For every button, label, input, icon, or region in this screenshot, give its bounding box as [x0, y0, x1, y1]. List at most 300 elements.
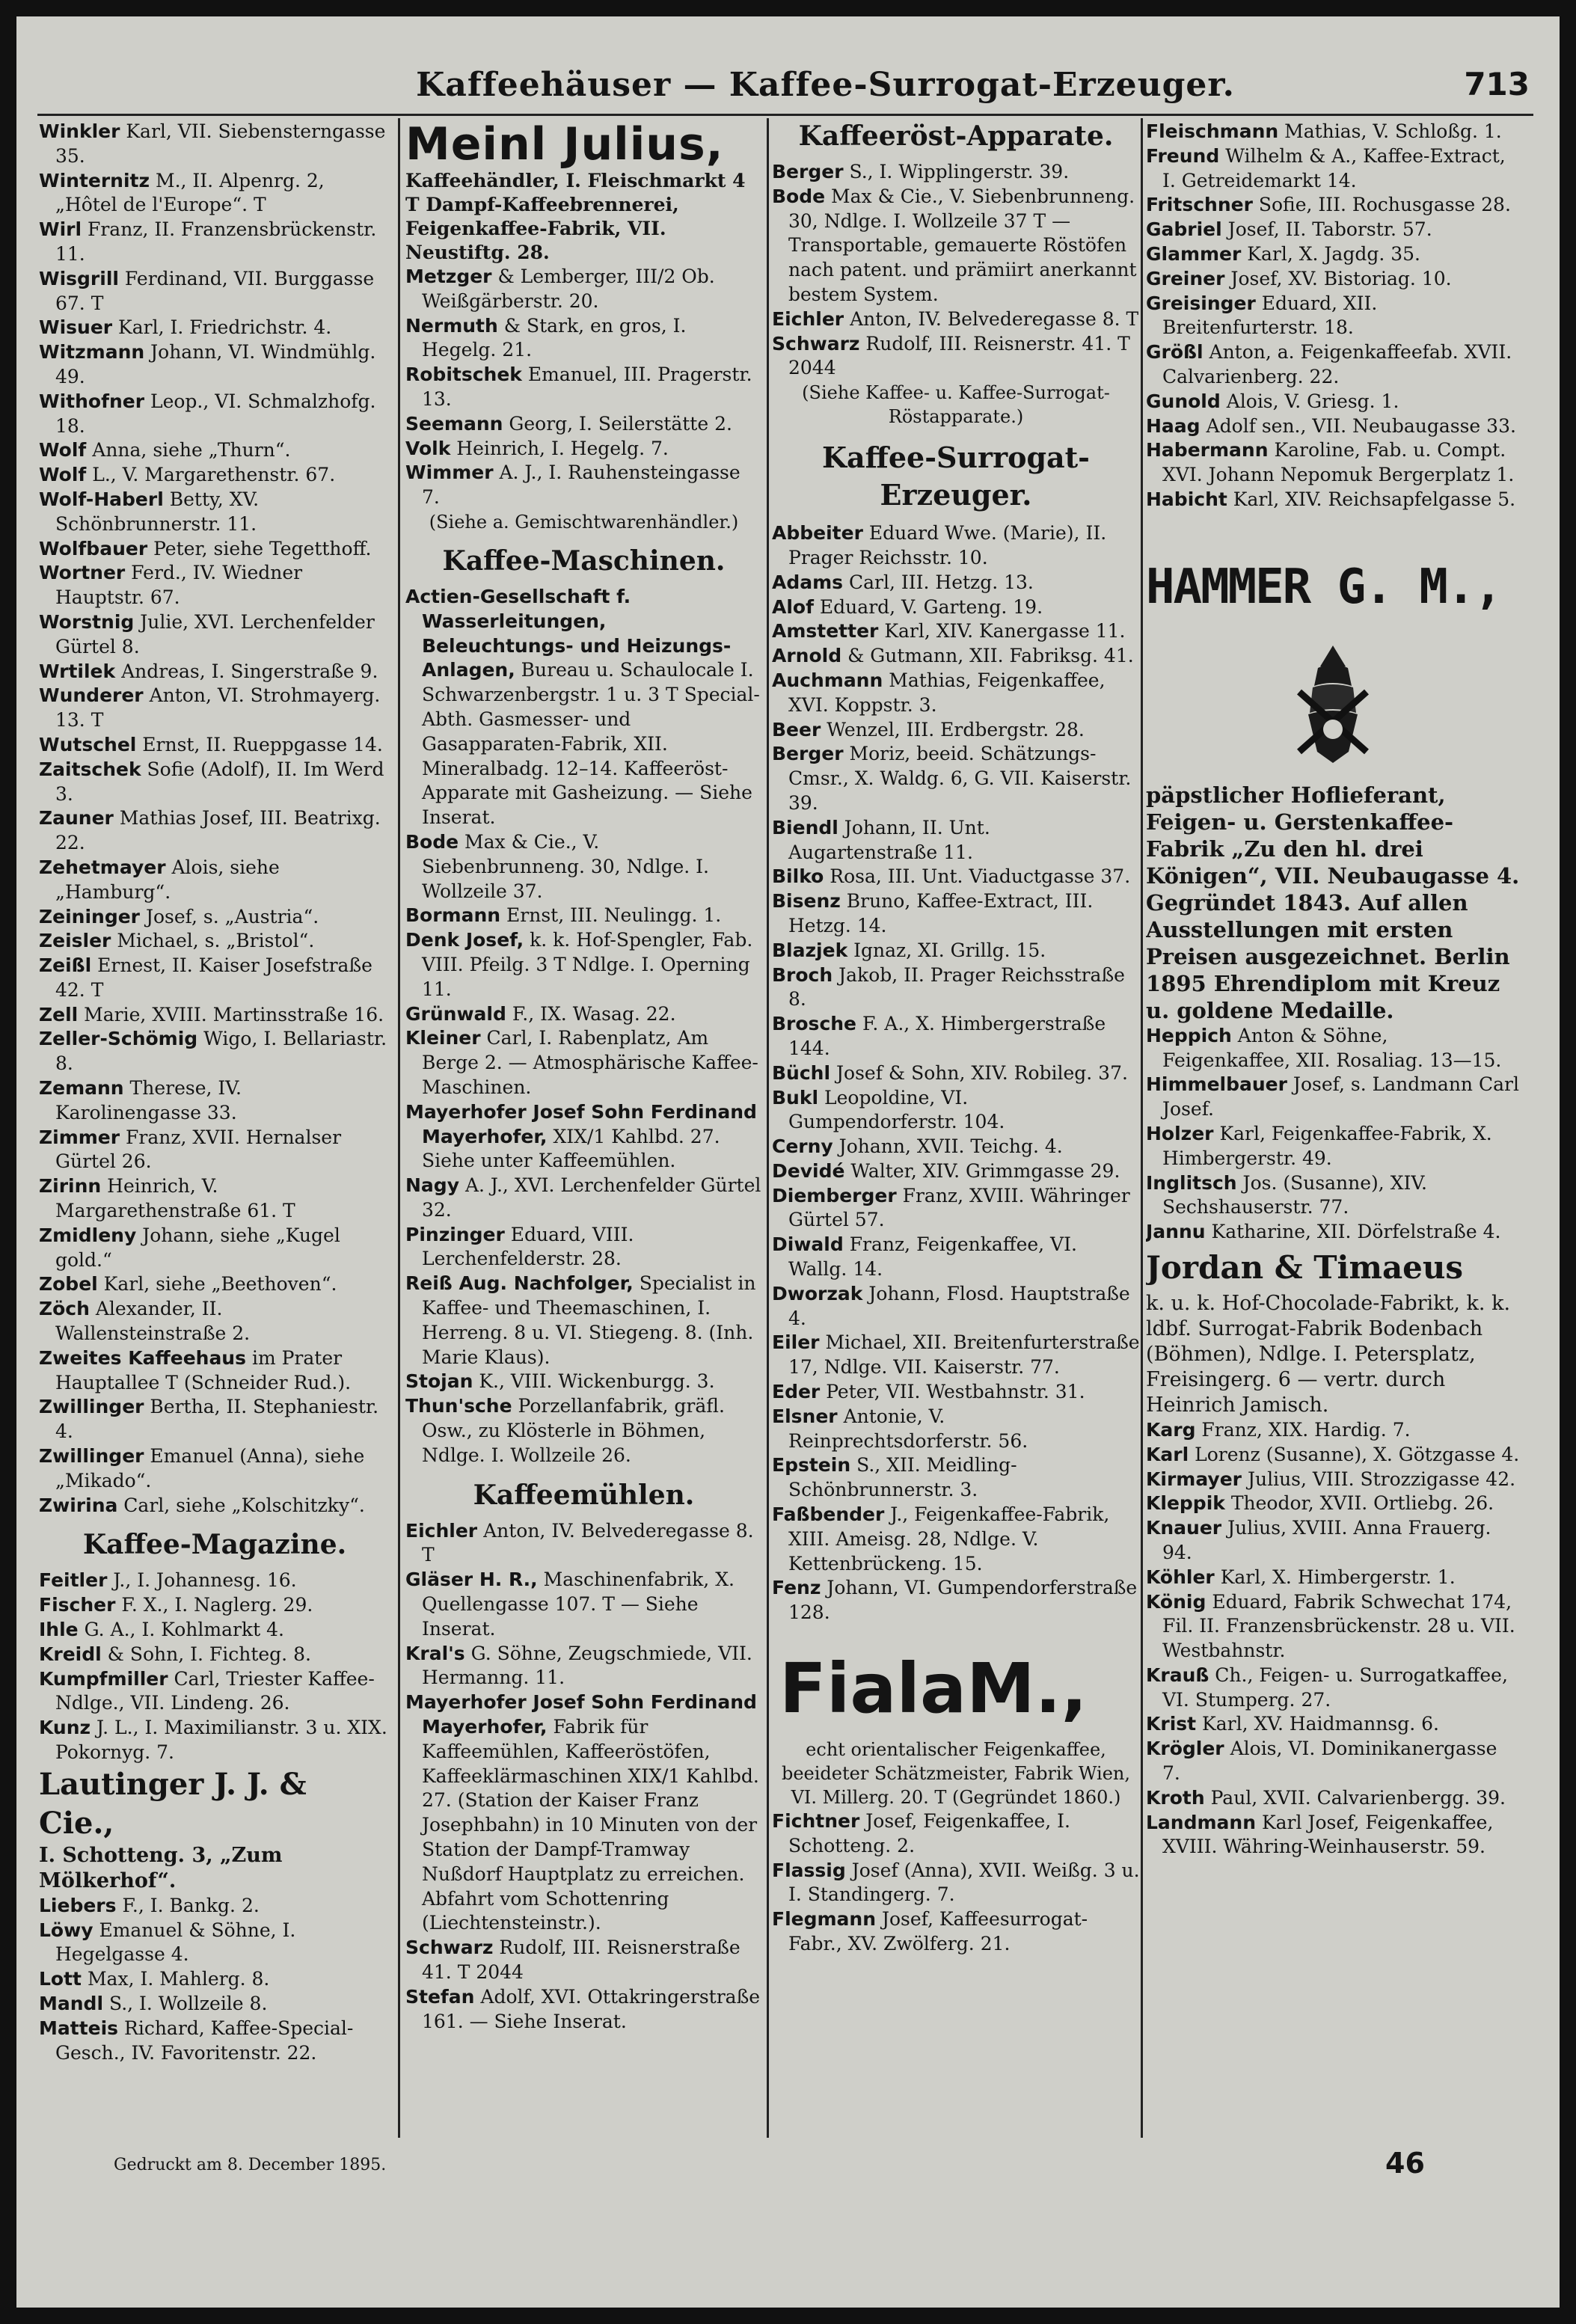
entry-name: Krauß	[1146, 1664, 1209, 1686]
entry-name: Eiler	[772, 1331, 820, 1354]
directory-entry	[405, 1519, 762, 1569]
directory-entry	[1146, 488, 1520, 512]
entry-details: Specialist in Kaffee- und Theemaschinen, I. Herreng. 8 u. VI. Stiegeng. 8. (Inh. Marie Klaus).	[422, 1272, 756, 1368]
directory-entry	[772, 718, 1140, 743]
column-divider-2	[767, 118, 769, 2138]
directory-entry	[1146, 390, 1520, 414]
entry-details: Josef, XV. Bistoriag. 10.	[1224, 267, 1452, 289]
entry-details: Marie, XVIII. Martinsstraße 16.	[78, 1003, 384, 1025]
directory-entry	[39, 537, 390, 562]
directory-entry	[772, 160, 1140, 185]
papal-crest-icon	[1277, 640, 1389, 767]
entry-name: Köhler	[1146, 1566, 1215, 1588]
entry-name: Gunold	[1146, 390, 1221, 412]
entry-name: Grünwald	[405, 1002, 506, 1025]
entry-name: Kirmayer	[1146, 1468, 1242, 1490]
entry-details: Mathias, Feigenkaffee, XVI. Koppstr. 3.	[788, 669, 1106, 716]
directory-entry	[39, 856, 390, 905]
column-divider-3	[1141, 118, 1143, 2138]
entry-details: F. A., X. Himbergerstraße 144.	[788, 1013, 1106, 1059]
directory-entry	[1146, 1491, 1520, 1516]
running-title: Kaffeehäuser — Kaffee-Surrogat-Erzeuger.	[416, 66, 1235, 104]
directory-entry	[772, 1907, 1140, 1957]
kaffee-magazine-list-2	[405, 265, 762, 510]
entry-name: Kroth	[1146, 1786, 1205, 1809]
entry-details: Wilhelm & A., Kaffee-Extract, I. Getreidemarkt 14.	[1162, 144, 1506, 191]
directory-entry	[39, 660, 390, 684]
entry-name: Gabriel	[1146, 218, 1222, 241]
entry-name: Beer	[772, 718, 821, 741]
entry-name: Greisinger	[1146, 292, 1256, 314]
directory-entry	[405, 928, 762, 1002]
entry-details: Eduard, V. Garteng. 19.	[813, 595, 1043, 618]
section-surrogat-erzeuger: Kaffee-Surrogat-Erzeuger.	[822, 441, 1090, 512]
directory-entry	[39, 218, 390, 267]
entry-details: G. A., I. Kohlmarkt 4.	[78, 1619, 284, 1641]
entry-details: Franz, Feigenkaffee, VI. Wallg. 14.	[788, 1233, 1077, 1281]
entry-details: im Prater Hauptallee T (Schneider Rud.).	[55, 1346, 352, 1394]
entry-details: & Sohn, I. Fichteg. 8.	[101, 1643, 311, 1665]
entry-name: Mayerhofer Josef Sohn Ferdinand Mayerhofer,	[405, 1100, 757, 1147]
directory-entry	[772, 1282, 1140, 1331]
entry-details: Paul, XVII. Calvarienbergg. 39.	[1204, 1786, 1506, 1809]
entry-name: Bukl	[772, 1086, 819, 1109]
entry-name: Zöch	[39, 1298, 90, 1320]
lautinger-ad-text: I. Schotteng. 3, „Zum Mölkerhof“.	[39, 1843, 283, 1892]
entry-name: Fleischmann	[1146, 120, 1279, 142]
entry-details: Heinrich, I. Hegelg. 7.	[450, 437, 669, 459]
entry-name: Volk	[405, 437, 451, 459]
entry-details: Alois, V. Griesg. 1.	[1220, 390, 1399, 412]
entry-details: Josef (Anna), XVII. Weißg. 3 u. I. Standingerg. 7.	[788, 1859, 1140, 1906]
directory-entry	[405, 437, 762, 462]
entry-details: Karl, VII. Siebensterngasse 35.	[55, 120, 386, 167]
entry-name: Denk Josef,	[405, 929, 524, 951]
directory-entry	[39, 120, 390, 169]
entry-details: Franz, XVII. Hernalser Gürtel 26.	[55, 1126, 342, 1173]
entry-details: A. J., XVI. Lerchenfelder Gürtel 32.	[422, 1174, 761, 1221]
directory-entry	[39, 1174, 390, 1224]
entry-name: Reiß Aug. Nachfolger,	[405, 1272, 634, 1295]
entry-details: Bertha, II. Stephaniestr. 4.	[55, 1396, 379, 1443]
directory-entry	[39, 1667, 390, 1717]
directory-entry	[39, 1593, 390, 1618]
entry-details: M., II. Alpenrg. 2, „Hôtel de l'Europe“. T	[55, 169, 325, 216]
entry-details: J. L., I. Maximilianstr. 3 u. XIX. Pokornyg. 7.	[55, 1717, 387, 1763]
entry-name: Matteis	[39, 2017, 119, 2039]
entry-details: Lorenz (Susanne), X. Götzgasse 4.	[1189, 1443, 1520, 1465]
entry-name: Epstein	[772, 1454, 851, 1477]
entry-details: Ch., Feigen- u. Surrogatkaffee, VI. Stumperg. 27.	[1162, 1664, 1508, 1711]
entry-name: Krist	[1146, 1713, 1197, 1735]
entry-details: Katharine, XII. Dörfelstraße 4.	[1205, 1221, 1501, 1243]
entry-name: Winkler	[39, 120, 120, 142]
entry-details: Ernst, III. Neulingg. 1.	[500, 904, 722, 927]
surrogat-erzeuger-list-2	[1146, 120, 1520, 512]
entry-details: Carl, siehe „Kolschitzky“.	[117, 1494, 365, 1516]
directory-entry	[39, 1224, 390, 1273]
entry-details: Wigo, I. Bellariastr. 8.	[55, 1028, 387, 1075]
entry-name: Büchl	[772, 1061, 831, 1084]
directory-entry	[39, 1444, 390, 1494]
entry-details: Max & Cie., V. Siebenbrunneng. 30, Ndlge. I. Wollzeile 37 T — Transportable, gemauerte Röstöfen nach patent. und prämiirt anerkannt bestem System.	[788, 185, 1137, 305]
directory-entry	[772, 1576, 1140, 1625]
entry-name: Wolf-Haberl	[39, 488, 164, 510]
entry-details: Peter, VII. Westbahnstr. 31.	[820, 1381, 1085, 1403]
directory-entry	[772, 1809, 1140, 1859]
entry-details: Anton, VI. Strohmayerg. 13. T	[55, 684, 381, 732]
entry-name: Auchmann	[772, 669, 883, 691]
entry-name: Mayerhofer Josef Sohn Ferdinand Mayerhofer,	[405, 1691, 757, 1738]
directory-entry	[772, 742, 1140, 815]
entry-name: Adams	[772, 571, 844, 593]
entry-details: Emanuel (Anna), siehe „Mikado“.	[55, 1445, 365, 1491]
entry-name: Actien-Gesellschaft f. Wasserleitungen, Beleuchtungs- und Heizungs-Anlagen,	[405, 585, 732, 681]
directory-entry	[39, 806, 390, 856]
entry-details: Anton & Söhne, Feigenkaffee, XII. Rosaliag. 13—15.	[1162, 1024, 1502, 1071]
entry-name: Zimmer	[39, 1126, 120, 1148]
entry-details: Eduard, Fabrik Schwechat 174, Fil. II. Franzensbrückenstr. 28 u. VII. Westbahnstr.	[1162, 1590, 1515, 1662]
entry-name: Zemann	[39, 1077, 124, 1100]
entry-name: Zell	[39, 1003, 79, 1025]
entry-details: Johann, VI. Gumpendorferstraße 128.	[788, 1577, 1138, 1624]
section-kaffee-maschinen: Kaffee-Maschinen.	[442, 545, 726, 577]
directory-entry	[39, 1027, 390, 1076]
entry-name: Freund	[1146, 144, 1220, 167]
directory-entry	[772, 1159, 1140, 1184]
entry-details: Ernst, II. Rueppgasse 14.	[136, 733, 383, 755]
entry-details: Josef, Kaffeesurrogat-Fabr., XV. Zwölferg. 21.	[788, 1908, 1088, 1955]
directory-entry	[39, 1297, 390, 1346]
entry-details: Sofie, III. Rochusgasse 28.	[1252, 194, 1511, 216]
directory-entry	[39, 2017, 390, 2066]
entry-details: Karoline, Fab. u. Compt. XVI. Johann Nepomuk Bergerplatz 1.	[1162, 439, 1515, 486]
jordan-ad-text: k. u. k. Hof-Chocolade-Fabrikt, k. k. ldbf. Surrogat-Fabrik Bodenbach (Böhmen), Ndlge. I. Petersplatz, Freisingerg. 6 — vertr. durch Heinrich Jamisch.	[1146, 1291, 1511, 1417]
entry-details: Leop., VI. Schmalzhofg. 18.	[55, 390, 376, 437]
directory-entry	[772, 1503, 1140, 1576]
entry-details: Anton, IV. Belvederegasse 8. T	[844, 307, 1139, 330]
entry-details: Bureau u. Schaulocale I. Schwarzenbergstr. 1 u. 3 T Special-Abth. Gasmesser- und Gasapparaten-Fabrik, XII. Mineralbadg. 12–14. Kaffeeröst-Apparate mit Gasheizung. — Siehe Inserat.	[422, 659, 760, 829]
entry-details: Alexander, II. Wallensteinstraße 2.	[55, 1298, 251, 1345]
directory-entry	[1146, 1418, 1520, 1443]
entry-details: Julius, XVIII. Anna Frauerg. 94.	[1162, 1517, 1491, 1563]
entry-details: Adolf, XVI. Ottakringerstraße 161. — Siehe Inserat.	[422, 1985, 761, 2032]
entry-name: Nagy	[405, 1174, 459, 1197]
entry-name: Zirinn	[39, 1175, 102, 1198]
entry-details: Johann, XVII. Teichg. 4.	[833, 1135, 1063, 1158]
directory-entry	[772, 644, 1140, 669]
entry-details: Karl, siehe „Beethoven“.	[97, 1273, 337, 1296]
entry-details: Ignaz, XI. Grillg. 15.	[847, 939, 1046, 961]
section-kaffee-magazine: Kaffee-Magazine.	[82, 1529, 347, 1561]
directory-entry	[772, 1331, 1140, 1380]
directory-entry	[39, 1643, 390, 1667]
entry-details: Alois, VI. Dominikanergasse 7.	[1162, 1738, 1497, 1785]
entry-details: Wenzel, III. Erdbergstr. 28.	[821, 718, 1085, 741]
jordan-ad-name: Jordan & Timaeus	[1146, 1248, 1464, 1286]
directory-entry	[405, 1394, 762, 1468]
entry-name: Zwillinger	[39, 1445, 144, 1468]
entry-name: Abbeiter	[772, 522, 863, 545]
entry-name: Zaitschek	[39, 758, 141, 780]
kaffee-magazine-list	[39, 1569, 390, 1765]
directory-entry	[405, 1223, 762, 1272]
directory-entry	[772, 963, 1140, 1013]
directory-entry	[1146, 1516, 1520, 1566]
entry-details: Mathias, V. Schloßg. 1.	[1278, 120, 1502, 142]
entry-name: Wolfbauer	[39, 537, 148, 559]
entry-name: Wolf	[39, 439, 87, 462]
directory-entry	[1146, 193, 1520, 218]
directory-entry	[405, 363, 762, 412]
directory-entry	[1146, 1220, 1520, 1245]
directory-entry	[39, 1569, 390, 1593]
entry-details: Karl, XIV. Kanergasse 11.	[878, 620, 1126, 643]
directory-entry	[39, 1395, 390, 1444]
entry-details: Franz, II. Franzensbrückenstr. 11.	[55, 218, 377, 265]
directory-entry	[39, 1894, 390, 1919]
directory-entry	[772, 571, 1140, 595]
entry-details: Carl, III. Hetzg. 13.	[843, 571, 1034, 593]
directory-entry	[39, 684, 390, 733]
entry-name: Eder	[772, 1381, 821, 1403]
entry-name: Glammer	[1146, 242, 1242, 265]
entry-name: Devidé	[772, 1159, 845, 1182]
entry-details: Michael, s. „Bristol“.	[111, 930, 315, 952]
directory-entry	[39, 1076, 390, 1126]
directory-entry	[1146, 1443, 1520, 1468]
entry-name: Schwarz	[405, 1937, 494, 1959]
entry-details: Andreas, I. Singerstraße 9.	[115, 660, 378, 682]
printed-date: Gedruckt am 8. December 1895.	[114, 2156, 387, 2174]
entry-name: Krögler	[1146, 1738, 1224, 1760]
entry-name: Flassig	[772, 1859, 846, 1881]
entry-details: Jakob, II. Prager Reichsstraße 8.	[788, 963, 1125, 1011]
entry-name: Wimmer	[405, 462, 494, 484]
entry-name: Knauer	[1146, 1517, 1222, 1539]
entry-name: Brosche	[772, 1013, 857, 1035]
directory-entry	[39, 1716, 390, 1765]
entry-name: Zeininger	[39, 905, 140, 928]
sheet-signature: 46	[1385, 2147, 1425, 2180]
entry-details: Peter, siehe Tegetthoff.	[147, 537, 372, 559]
fiala-ad-text: echt orientalischer Feigenkaffee, beeideter Schätzmeister, Fabrik Wien, VI. Millerg. 20. T (Gegründet 1860.)	[781, 1739, 1131, 1809]
directory-entry	[1146, 1664, 1520, 1713]
entry-details: & Stark, en gros, I. Hegelg. 21.	[422, 314, 687, 361]
entry-name: Blazjek	[772, 939, 848, 961]
entry-name: Zeller-Schömig	[39, 1028, 198, 1050]
entry-name: Diemberger	[772, 1184, 897, 1207]
entry-details: Mathias Josef, III. Beatrixg. 22.	[55, 807, 381, 854]
entry-details: Ferd., IV. Wiedner Hauptstr. 67.	[55, 562, 303, 609]
entry-name: Worstnig	[39, 610, 135, 633]
directory-entry	[39, 610, 390, 660]
directory-entry	[1146, 1024, 1520, 1073]
kaffeemuehlen-list	[405, 1519, 762, 2035]
entry-name: Diwald	[772, 1233, 844, 1256]
entry-details: Antonie, V. Reinprechtsdorferstr. 56.	[788, 1405, 1028, 1452]
directory-entry	[39, 390, 390, 439]
lautinger-ad-name: Lautinger J. J. & Cie.,	[39, 1766, 307, 1841]
column-divider-1	[398, 118, 400, 2138]
directory-entry	[1146, 1811, 1520, 1860]
entry-name: Cerny	[772, 1135, 833, 1158]
entry-details: Anton, IV. Belvederegasse 8. T	[422, 1519, 754, 1566]
directory-entry	[39, 169, 390, 218]
directory-entry	[39, 954, 390, 1003]
entry-details: Richard, Kaffee-Special-Gesch., IV. Favoritenstr. 22.	[55, 2017, 354, 2064]
entry-name: Witzmann	[39, 341, 145, 364]
entry-details: Josef & Sohn, XIV. Robileg. 37.	[830, 1061, 1128, 1084]
entry-name: Alof	[772, 595, 814, 618]
entry-name: Jannu	[1146, 1221, 1206, 1243]
entry-name: Thun'sche	[405, 1395, 512, 1417]
entry-name: Zehetmayer	[39, 856, 166, 878]
entry-name: Kleiner	[405, 1027, 481, 1049]
directory-entry	[405, 1100, 762, 1174]
entry-name: Fritschner	[1146, 194, 1253, 216]
surrogat-erzeuger-list	[772, 521, 1140, 1625]
entry-details: Anton, a. Feigenkaffeefab. XVII. Calvarienberg. 22.	[1162, 341, 1512, 387]
entry-details: Rudolf, III. Reisnerstraße 41. T 2044	[422, 1937, 741, 1983]
directory-entry	[772, 1859, 1140, 1908]
entry-details: Bruno, Kaffee-Extract, III. Hetzg. 14.	[788, 890, 1094, 936]
entry-details: Karl, XV. Haidmannsg. 6.	[1196, 1713, 1439, 1735]
surrogat-erzeuger-list-3	[1146, 1024, 1520, 1245]
entry-name: Kral's	[405, 1642, 465, 1664]
entry-name: Zmidleny	[39, 1224, 137, 1246]
entry-details: Walter, XIV. Grimmgasse 29.	[844, 1159, 1120, 1182]
entry-details: k. k. Hof-Spengler, Fab. VIII. Pfeilg. 3 T Ndlge. I. Operning 11.	[422, 929, 753, 1000]
directory-entry	[39, 340, 390, 390]
entry-name: Zobel	[39, 1273, 98, 1296]
directory-entry	[39, 1126, 390, 1175]
entry-details: Emanuel & Söhne, I. Hegelgasse 4.	[55, 1919, 296, 1966]
directory-entry	[405, 1985, 762, 2035]
entry-details: A. J., I. Rauhensteingasse 7.	[422, 462, 741, 509]
entry-name: Zauner	[39, 807, 114, 830]
directory-entry	[1146, 1737, 1520, 1786]
directory-entry	[772, 307, 1140, 332]
entry-name: Kreidl	[39, 1643, 102, 1665]
entry-name: Robitschek	[405, 364, 522, 386]
entry-name: Zeisler	[39, 930, 111, 952]
entry-name: Wortner	[39, 562, 126, 584]
directory-entry	[405, 1370, 762, 1394]
entry-name: Elsner	[772, 1405, 838, 1427]
directory-entry	[405, 830, 762, 904]
directory-entry	[39, 267, 390, 316]
directory-entry	[772, 1086, 1140, 1135]
directory-entry	[39, 1003, 390, 1028]
entry-details: Sofie (Adolf), II. Im Werd 3.	[55, 758, 384, 805]
section-kaffeemuehlen: Kaffeemühlen.	[473, 1479, 695, 1511]
entry-details: F., I. Bankg. 2.	[116, 1894, 260, 1916]
entry-name: Gläser H. R.,	[405, 1569, 538, 1591]
entry-details: Maschinenfabrik, X. Quellengasse 107. T — Siehe Inserat.	[422, 1569, 735, 1640]
directory-entry	[39, 733, 390, 758]
entry-name: Feitler	[39, 1569, 108, 1592]
entry-name: Wolf	[39, 464, 87, 486]
entry-details: Alois, siehe „Hamburg“.	[55, 856, 280, 903]
entry-name: Karg	[1146, 1418, 1196, 1441]
entry-details: Karl Josef, Feigenkaffee, XVIII. Währing-Weinhauserstr. 59.	[1162, 1811, 1494, 1858]
directory-entry	[772, 1012, 1140, 1061]
directory-entry	[1146, 1468, 1520, 1492]
directory-entry	[39, 438, 390, 463]
directory-entry	[405, 904, 762, 928]
entry-name: Winternitz	[39, 169, 150, 191]
directory-entry	[405, 265, 762, 314]
entry-name: Wisgrill	[39, 267, 119, 289]
entry-details: Josef, s. Landmann Carl Josef.	[1162, 1073, 1519, 1120]
entry-details: S., I. Wipplingerstr. 39.	[843, 161, 1070, 183]
directory-entry	[405, 1568, 762, 1641]
entry-name: Wutschel	[39, 733, 137, 755]
directory-entry	[405, 412, 762, 437]
entry-name: Pinzinger	[405, 1223, 505, 1245]
directory-entry	[39, 758, 390, 807]
entry-details: Max, I. Mahlerg. 8.	[82, 1968, 270, 1990]
entry-details: Karl, X. Himbergerstr. 1.	[1214, 1566, 1456, 1588]
entry-name: Zwillinger	[39, 1396, 144, 1418]
directory-entry	[1146, 144, 1520, 194]
directory-entry	[772, 1380, 1140, 1405]
directory-entry	[1146, 1590, 1520, 1664]
entry-name: Fenz	[772, 1577, 821, 1599]
directory-entry	[39, 1618, 390, 1643]
directory-entry	[39, 316, 390, 340]
entry-details: L., V. Margarethenstr. 67.	[86, 464, 336, 486]
directory-entry	[39, 1967, 390, 1992]
column-3	[772, 120, 1140, 2139]
entry-name: Stefan	[405, 1985, 475, 2008]
directory-entry	[405, 1272, 762, 1370]
directory-entry	[1146, 218, 1520, 242]
directory-entry	[39, 929, 390, 954]
entry-details: Julius, VIII. Strozzigasse 42.	[1242, 1468, 1516, 1490]
entry-details: Georg, I. Seilerstätte 2.	[503, 412, 732, 435]
entry-details: Ernest, II. Kaiser Josefstraße 42. T	[55, 954, 372, 1001]
entry-name: Metzger	[405, 266, 492, 287]
entry-name: Eichler	[772, 307, 844, 330]
kaffee-magazine-list-continued	[39, 1894, 390, 2066]
entry-name: Wrtilek	[39, 660, 116, 682]
header-rule	[37, 114, 1533, 116]
directory-entry	[405, 461, 762, 510]
kaffee-maschinen-list	[405, 585, 762, 1468]
entry-details: Therese, IV. Karolinengasse 33.	[55, 1077, 242, 1123]
entry-name: Liebers	[39, 1894, 117, 1916]
entry-details: J., I. Johannesg. 16.	[107, 1569, 297, 1592]
entry-name: Landmann	[1146, 1811, 1257, 1833]
entry-details: Eduard Wwe. (Marie), II. Prager Reichsstr. 10.	[788, 522, 1107, 568]
entry-name: Inglitsch	[1146, 1171, 1237, 1194]
entry-details: XIX/1 Kahlbd. 27. Siehe unter Kaffeemühlen.	[422, 1125, 720, 1172]
entry-name: Fichtner	[772, 1810, 860, 1833]
directory-entry	[1146, 1786, 1520, 1811]
directory-entry	[39, 1992, 390, 2017]
directory-entry	[772, 816, 1140, 865]
entry-details: Josef, s. „Austria“.	[140, 905, 319, 928]
entry-details: Fabrik für Kaffeemühlen, Kaffeeröstöfen, Kaffeeklärmaschinen XIX/1 Kahlbd. 27. (Station der Kaiser Franz Josephbahn) in 10 Minuten von der Station der Dampf-Tramway Nußdorf Hauptplatz zu erreichen. Abfahrt vom Schottenring (Liechtensteinstr.).	[422, 1716, 759, 1934]
entry-name: Berger	[772, 743, 844, 765]
entry-name: Schwarz	[772, 332, 860, 355]
entry-details: J., Feigenkaffee-Fabrik, XIII. Ameisg. 28, Ndlge. V. Kettenbrückeng. 15.	[788, 1503, 1110, 1575]
directory-entry	[772, 1453, 1140, 1503]
directory-entry	[39, 1919, 390, 1968]
entry-name: Bormann	[405, 904, 501, 927]
